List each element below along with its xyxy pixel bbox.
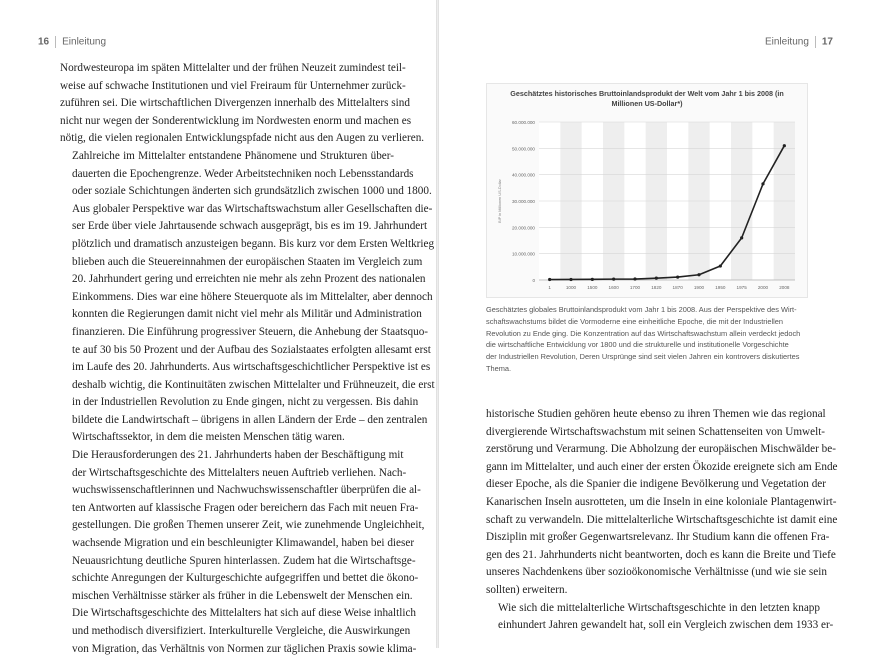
text-line: ser Erde über viele Jahrtausende schwach ausgeprägt, bis es im 19. Jahrhundert xyxy=(72,220,428,233)
data-point xyxy=(697,273,700,276)
data-point xyxy=(612,278,615,281)
caption-line: der Industriellen Revolution, Deren Ursprünge sind seit vielen Jahren ein kontrovers diskutiertes xyxy=(486,352,800,362)
gdp-chart-figure xyxy=(486,83,808,298)
text-line: Wirtschaftssektor, in dem die meisten Menschen tätig waren. xyxy=(72,431,345,444)
text-line: unseres Nachdenkens über sozioökonomische Verhältnisse (und wie sie sein xyxy=(486,566,827,579)
running-head-title-left: Einleitung xyxy=(62,36,107,48)
text-line: Einkommens. Dies war eine höhere Steuerquote als im Mittelalter, aber dennoch xyxy=(72,290,433,303)
text-line: zerstörung und Verarmung. Die Abholzung der europäischen Mischwälder be- xyxy=(486,443,836,456)
text-line: Disziplin mit großer Gegenwartsrelevanz. Ihr Studium kann die offenen Fra- xyxy=(486,531,830,544)
y-tick-label: 50.000.000 xyxy=(512,146,535,152)
left-page xyxy=(0,0,436,655)
text-line: mischen Verhältnisse stärker als früher in die Lebenswelt der Menschen ein. xyxy=(72,589,413,602)
data-point xyxy=(783,144,786,147)
data-point xyxy=(740,236,743,239)
y-tick-label: 40.000.000 xyxy=(512,172,535,178)
text-line: Kanarischen Inseln ausrotteten, um die Inseln in eine koloniale Plantagenwirt- xyxy=(486,495,837,508)
x-tick-label: 1950 xyxy=(715,285,726,290)
data-point xyxy=(761,182,764,185)
caption-line: die wirtschaftliche Entwicklung vor 1800 und die strukturelle und institutionelle Vorgeschichte xyxy=(486,340,789,350)
y-axis-label: BIP in Millionen US-Dollar xyxy=(498,179,502,223)
text-line: 20. Jahrhundert gering und erreichten nie mehr als zehn Prozent des nationalen xyxy=(72,273,426,286)
caption-line: Thema. xyxy=(486,363,512,373)
text-line: gen des 21. Jahrhunderts nicht beantworten, doch es kann die Breite und Tiefe xyxy=(486,548,836,561)
text-line: Aus globaler Perspektive war das Wirtschaftswachstum aller Gesellschaften die- xyxy=(72,202,433,215)
chart-title-line: Geschätztes historisches Bruttoinlandsprodukt der Welt vom Jahr 1 bis 2008 (in xyxy=(510,89,784,98)
y-tick-label: 30.000.000 xyxy=(512,199,535,204)
text-line: und methodisch diversifiziert. Interkulturelle Vergleiche, die Auswirkungen xyxy=(72,625,411,637)
x-tick-label: 1900 xyxy=(693,285,705,290)
text-line: der Wirtschaftsgeschichte des Mittelalters neuen Auftrieb verliehen. Nach- xyxy=(72,466,407,479)
running-head-right xyxy=(765,36,833,48)
text-line: nötig, die vielen regionalen Entwicklungspfade nicht aus den Augen zu verlieren. xyxy=(60,132,425,145)
x-tick-label: 2008 xyxy=(779,285,790,290)
text-line: bildete die Landwirtschaft – übrigens in allen Ländern der Erde – den zentralen xyxy=(72,413,428,426)
text-line: in der Industriellen Revolution zu Ende gingen, nicht zu vergessen. Bis dahin xyxy=(72,396,419,409)
text-line: plötzlich und dramatisch anzusteigen begann. Bis kurz vor dem Ersten Weltkrieg xyxy=(72,237,435,250)
y-tick-label: 10.000.000 xyxy=(512,251,535,257)
text-line: im Laufe des 20. Jahrhunderts. Aus wirtschaftsgeschichtlicher Perspektive ist es xyxy=(72,361,431,374)
text-line: wuchswissenschaftlerinnen und Nachwuchswissenschaftler überprüfen die al- xyxy=(72,484,421,497)
text-line: historische Studien gehören heute ebenso zu ihren Themen wie das regional xyxy=(486,408,826,420)
text-line: gann im Mittelalter, und auch einer der ersten Ökozide ereignete sich am Ende xyxy=(486,460,838,473)
text-line: Die Herausforderungen des 21. Jahrhunderts haben der Beschäftigung mit xyxy=(72,449,404,462)
text-line: te auf 30 bis 50 Prozent und der Aufbau des Sozialstaates erfolgten allesamt erst xyxy=(72,343,431,356)
text-line: finanzieren. Die Einführung progressiver Steuern, die Anhebung der Staatsquo- xyxy=(72,325,429,338)
text-line: blieben auch die Steuereinnahmen der europäischen Staaten im Vergleich zum xyxy=(72,255,423,268)
x-tick-label: 1000 xyxy=(565,285,577,290)
right-page xyxy=(439,0,875,648)
y-tick-label: 0 xyxy=(532,278,535,283)
header-divider xyxy=(55,36,56,48)
paragraph xyxy=(60,447,425,658)
x-tick-label: 1700 xyxy=(629,285,641,290)
x-tick-label: 1870 xyxy=(672,285,683,290)
text-line: nicht nur wegen der Sonderentwicklung im Nordwesten enorm und machen es xyxy=(60,114,412,127)
x-tick-label: 1 xyxy=(548,285,551,290)
caption-line: schaftswachstums bildet die Vormoderne eine einheitliche Epoche, die mit der Industriellen xyxy=(486,316,784,326)
page-number-right: 17 xyxy=(821,36,833,48)
y-tick-label: 60.000.000 xyxy=(512,120,535,125)
text-line: dieser Epoche, als die Spanier die indigene Bevölkerung und Vegetation der xyxy=(486,478,826,491)
gdp-line-chart xyxy=(487,84,807,297)
caption-line: Geschätztes globales Bruttoinlandsprodukt vom Jahr 1 bis 2008. Aus der Perspektive des Wirt- xyxy=(486,305,797,314)
text-line: von Migration, das Verhältnis von Normen zur täglichen Praxis sowie klima- xyxy=(72,642,417,655)
body-text-left xyxy=(60,60,435,658)
text-line: wachsende Migration und ein beschleunigter Klimawandel, haben bei dieser xyxy=(72,537,415,550)
x-tick-label: 1975 xyxy=(736,285,747,290)
y-tick-label: 20.000.000 xyxy=(512,225,535,231)
data-point xyxy=(655,277,658,280)
data-point xyxy=(633,277,636,280)
text-line: sollten) erweitern. xyxy=(486,583,568,596)
text-line: oder soziale Schichtungen änderten sich grundsätzlich zwischen 1000 und 1800. xyxy=(72,185,432,198)
text-line: deshalb wichtig, die Kontinuitäten zwischen Mittelalter und Frühneuzeit, die erst xyxy=(72,378,435,391)
figure-caption xyxy=(486,304,821,375)
text-line: zuführen sei. Die wirtschaftlichen Divergenzen innerhalb des Mittelalters sind xyxy=(60,97,410,110)
x-tick-label: 1600 xyxy=(608,285,619,290)
running-head-title-right: Einleitung xyxy=(764,36,809,48)
header-divider xyxy=(815,36,816,48)
text-line: konnten die Regierungen damit nicht viel mehr als Militär und Administration xyxy=(72,308,422,321)
data-point xyxy=(719,264,722,267)
text-line: dauerten die Epochengrenze. Weder Arbeitstechniken noch Lebensstandards xyxy=(72,167,414,180)
text-line: divergierende Wirtschaftswachstum mit seinen Schattenseiten von Umwelt- xyxy=(486,425,826,438)
x-tick-label: 1500 xyxy=(587,285,598,290)
x-tick-label: 2000 xyxy=(757,285,769,290)
data-point xyxy=(591,278,594,281)
data-point xyxy=(548,278,551,281)
text-line: Zahlreiche im Mittelalter entstandene Phänomene und Strukturen über- xyxy=(72,149,394,162)
text-line: einhundert Jahren gewandelt hat, soll ein Vergleich zwischen dem 1933 er- xyxy=(498,619,834,632)
running-head-left xyxy=(38,36,106,48)
body-text-right xyxy=(486,406,838,635)
text-line: Wie sich die mittelalterliche Wirtschaftsgeschichte in den letzten knapp xyxy=(498,601,820,614)
page-number-left: 16 xyxy=(38,36,50,48)
text-line: Neuausrichtung deutliche Spuren hinterlassen. Zudem hat die Wirtschaftsge- xyxy=(72,554,416,567)
paragraph xyxy=(486,406,838,600)
data-point xyxy=(569,278,572,281)
text-line: gestellungen. Die großen Themen unserer Zeit, wie zunehmende Ungleichheit, xyxy=(72,519,425,532)
caption-line: Revolution zu Ende ging. Die Konzentration auf das Wirtschaftswachstum allein verdeckt jedoch xyxy=(486,328,801,338)
paragraph xyxy=(486,600,834,635)
text-line: schaft zu verwandeln. Die mittelalterliche Wirtschaftsgeschichte ist damit eine xyxy=(486,513,838,526)
text-line: Nordwesteuropa im späten Mittelalter und der frühen Neuzeit zumindest teil- xyxy=(60,62,406,74)
chart-title-line: Millionen US-Dollar*) xyxy=(611,99,683,108)
paragraph xyxy=(60,148,435,447)
text-line: Die Wirtschaftsgeschichte des Mittelalters hat sich auf diese Weise inhaltlich xyxy=(72,607,417,620)
data-point xyxy=(676,276,679,279)
paragraph xyxy=(60,60,425,148)
text-line: ten Antworten auf klassische Fragen oder bereichern das Fach mit neuen Fra- xyxy=(72,501,419,514)
text-line: weise auf schwache Institutionen und viel Freiraum für Unternehmer zurück- xyxy=(60,79,406,92)
x-tick-label: 1820 xyxy=(651,285,662,290)
text-line: schichte Anregungen der Kulturgeschichte aufgegriffen und bettet die ökono- xyxy=(72,572,419,585)
